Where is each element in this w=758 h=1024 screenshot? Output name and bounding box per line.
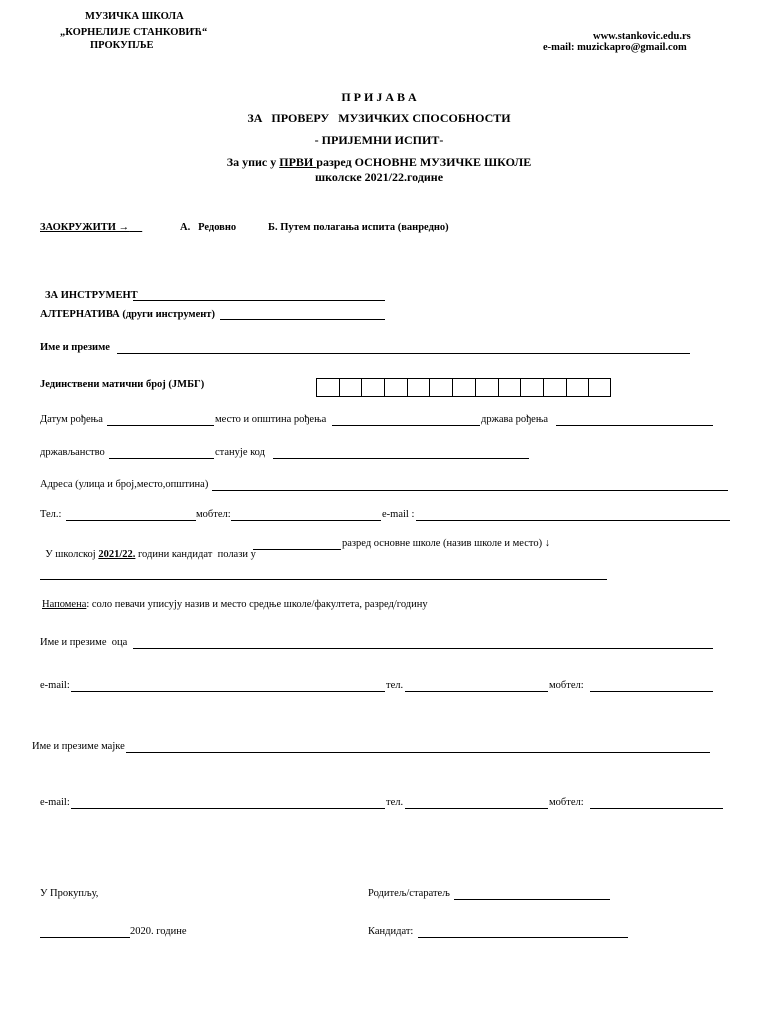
father-name-input[interactable]	[133, 648, 713, 649]
instrument-input[interactable]	[133, 300, 385, 301]
jmbg-digit[interactable]	[566, 378, 589, 397]
option-extraordinary[interactable]: Б. Путем полагања испита (ванредно)	[268, 222, 449, 233]
jmbg-digit[interactable]	[475, 378, 498, 397]
parent-label: Родитељ/старатељ	[368, 888, 450, 899]
residence-label: станује код	[215, 447, 265, 458]
email-label: e-mail :	[382, 509, 415, 520]
jmbg-digit[interactable]	[452, 378, 475, 397]
address-label: Адреса (улица и број,место,општина)	[40, 479, 209, 490]
father-tel-label: тел.	[386, 680, 404, 691]
birth-place-label: место и општина рођења	[215, 414, 327, 425]
mother-mobile-label: мобтел:	[549, 797, 584, 808]
current-grade-input[interactable]	[253, 549, 341, 550]
note-text: : соло певачи уписују назив и место средње школе/факултета, разред/годину	[86, 599, 428, 610]
jmbg-label: Јединствени матични број (ЈМБГ)	[40, 379, 205, 390]
address-input[interactable]	[212, 490, 728, 491]
birth-date-label: Датум рођења	[40, 414, 103, 425]
date-suffix: 2020. године	[130, 926, 187, 937]
candidate-label: Кандидат:	[368, 926, 414, 937]
mother-mobile-input[interactable]	[590, 808, 723, 809]
email-input[interactable]	[416, 520, 730, 521]
note-label: Напомена	[42, 599, 87, 610]
option-regular[interactable]: А. Редовно	[180, 222, 237, 233]
mobile-input[interactable]	[231, 520, 381, 521]
tel-input[interactable]	[66, 520, 196, 521]
jmbg-digit[interactable]	[498, 378, 521, 397]
form-subtitle: ЗА ПРОВЕРУ МУЗИЧКИХ СПОСОБНОСТИ	[247, 111, 511, 125]
father-email-label: e-mail:	[40, 680, 70, 691]
jmbg-digit[interactable]	[384, 378, 407, 397]
jmbg-digit[interactable]	[339, 378, 362, 397]
father-mobile-label: мобтел:	[549, 680, 584, 691]
name-label: Име и презиме	[40, 342, 110, 353]
jmbg-digit[interactable]	[588, 378, 611, 397]
birth-place-input[interactable]	[332, 425, 480, 426]
school-year-line: школске 2021/22.године	[314, 170, 444, 184]
citizenship-label: држављанство	[40, 447, 105, 458]
current-school-pre: У школској	[45, 549, 99, 560]
jmbg-digit[interactable]	[429, 378, 452, 397]
enrollment-post: разред ОСНОВНЕ МУЗИЧКЕ ШКОЛЕ	[316, 155, 532, 169]
school-name-full: „КОРНЕЛИЈЕ СТАНКОВИЋ“	[60, 27, 208, 38]
jmbg-digit[interactable]	[520, 378, 543, 397]
instrument-label: ЗА ИНСТРУМЕНТ	[45, 290, 138, 301]
alternative-label: АЛТЕРНАТИВА (други инструмент)	[40, 309, 215, 320]
mother-email-input[interactable]	[71, 808, 385, 809]
mother-tel-label: тел.	[386, 797, 404, 808]
birth-date-input[interactable]	[107, 425, 214, 426]
circle-label	[40, 222, 142, 233]
jmbg-digit[interactable]	[543, 378, 566, 397]
current-school-post: разред основне школе (назив школе и место) ↓	[342, 538, 550, 549]
mobile-label: мобтел:	[196, 509, 231, 520]
jmbg-input[interactable]	[316, 378, 611, 397]
father-name-label: Име и презиме оца	[40, 637, 128, 648]
birth-country-input[interactable]	[556, 425, 713, 426]
school-city: ПРОКУПЉЕ	[90, 40, 154, 51]
citizenship-input[interactable]	[109, 458, 214, 459]
enrollment-grade: ПРВИ	[279, 155, 317, 169]
jmbg-digit[interactable]	[316, 378, 339, 397]
enrollment-pre: За упис у	[226, 155, 280, 169]
tel-label: Тел.:	[40, 509, 62, 520]
circle-label-text: ЗАОКРУЖИТИ →	[40, 222, 130, 233]
enrollment-line	[0, 155, 758, 170]
jmbg-digit[interactable]	[407, 378, 430, 397]
candidate-signature-input[interactable]	[418, 937, 628, 938]
mother-tel-input[interactable]	[405, 808, 548, 809]
alternative-input[interactable]	[220, 319, 385, 320]
school-email: e-mail: muzickapro@gmail.com	[543, 42, 687, 53]
jmbg-digit[interactable]	[361, 378, 384, 397]
form-title: П Р И Ј А В А	[341, 90, 417, 104]
current-school-line	[40, 538, 256, 560]
parent-signature-input[interactable]	[454, 899, 610, 900]
mother-name-input[interactable]	[126, 752, 710, 753]
mother-email-label: e-mail:	[40, 797, 70, 808]
residence-input[interactable]	[273, 458, 529, 459]
father-tel-input[interactable]	[405, 691, 548, 692]
exam-label: - ПРИЈЕМНИ ИСПИТ-	[314, 133, 444, 147]
current-school-input[interactable]	[40, 579, 607, 580]
school-website: www.stankovic.edu.rs	[593, 31, 691, 42]
name-input[interactable]	[117, 353, 690, 354]
father-email-input[interactable]	[71, 691, 385, 692]
current-school-mid: години кандидат полази у	[135, 549, 256, 560]
place-label: У Прокупљу,	[40, 888, 99, 899]
mother-name-label: Име и презиме мајке	[32, 741, 125, 752]
date-input[interactable]	[40, 937, 130, 938]
current-school-year: 2021/22.	[98, 549, 136, 560]
school-name: МУЗИЧКА ШКОЛА	[85, 11, 184, 22]
father-mobile-input[interactable]	[590, 691, 713, 692]
birth-country-label: држава рођења	[481, 414, 549, 425]
note	[42, 599, 428, 610]
